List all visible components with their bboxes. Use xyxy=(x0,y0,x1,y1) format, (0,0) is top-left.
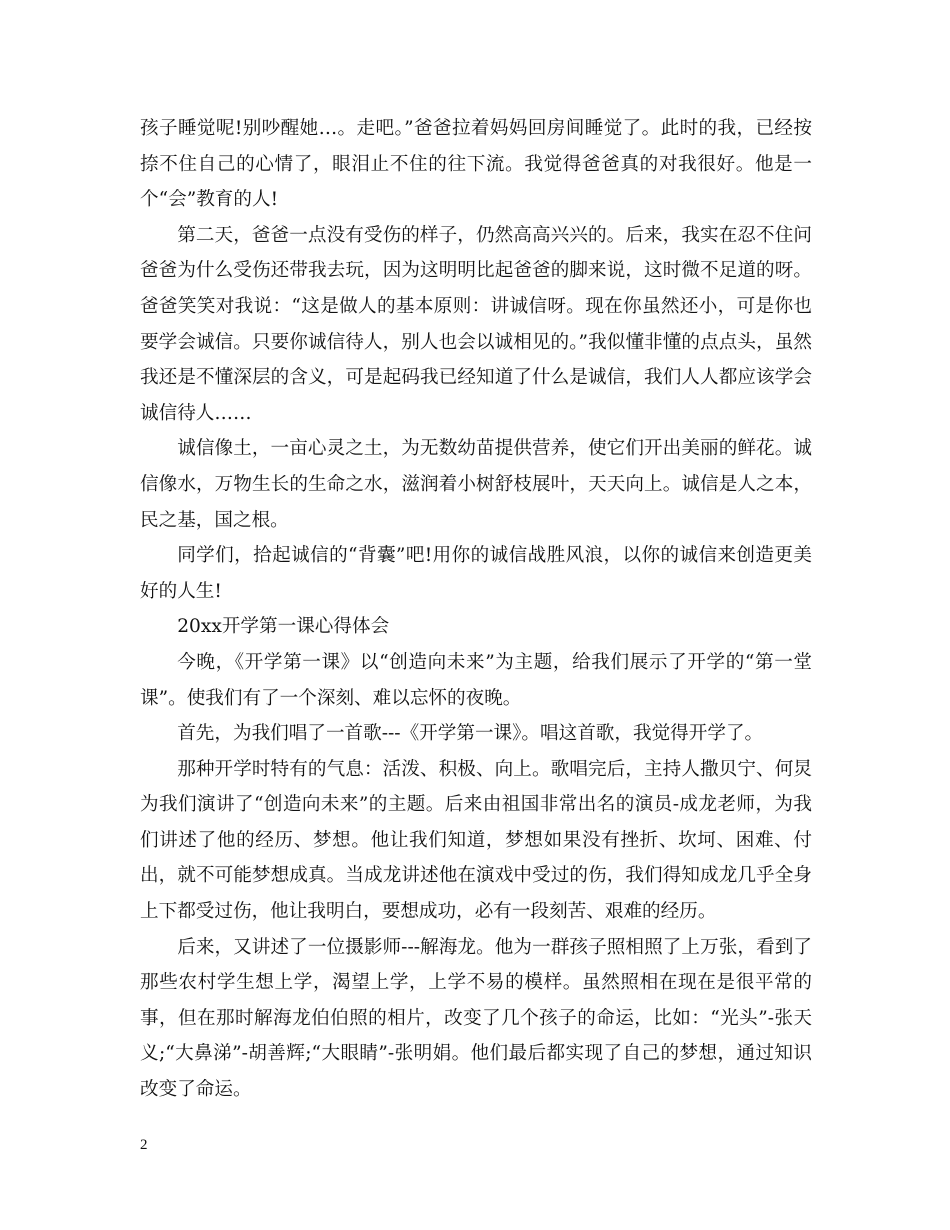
page-number: 2 xyxy=(140,1137,148,1153)
paragraph-5: 今晚，《开学第一课》以“创造向未来”为主题，给我们展示了开学的“第一堂课”。使我们有了一个深刻、难以忘怀的夜晚。 xyxy=(140,651,812,709)
paragraph-2: 第二天，爸爸一点没有受伤的样子，仍然高高兴兴的。后来，我实在忍不住问爸爸为什么受伤还带我去玩，因为这明明比起爸爸的脚来说，这时微不足道的呀。爸爸笑笑对我说：“这是做人的基本原则：讲诚信呀。现在你虽然还小，可是你也要学会诚信。只要你诚信待人，别人也会以诚相见的。”我似懂非懂的点点头，虽然我还是不懂深层的含义，可是起码我已经知道了什么是诚信，我们人人都应该学会诚信待人…… xyxy=(140,224,812,424)
paragraph-4: 同学们，拾起诚信的“背囊”吧!用你的诚信战胜风浪，以你的诚信来创造更美好的人生! xyxy=(140,545,812,602)
paragraph-1: 孩子睡觉呢!别吵醒她…。走吧。”爸爸拉着妈妈回房间睡觉了。此时的我，已经按捺不住自己的心情了，眼泪止不住的往下流。我觉得爸爸真的对我很好。他是一个“会”教育的人! xyxy=(140,118,812,211)
paragraph-3: 诚信像土，一亩心灵之土，为无数幼苗提供营养，使它们开出美丽的鲜花。诚信像水，万物生长的生命之水，滋润着小树舒枝展叶，天天向上。诚信是人之本，民之基，国之根。 xyxy=(140,438,812,531)
section-heading: 20xx开学第一课心得体会 xyxy=(177,616,390,638)
paragraph-7: 那种开学时特有的气息：活泼、积极、向上。歌唱完后，主持人撒贝宁、何炅为我们演讲了“创造向未来”的主题。后来由祖国非常出名的演员-成龙老师，为我们讲述了他的经历、梦想。他让我们知道，梦想如果没有挫折、坎坷、困难、付出，就不可能梦想成真。当成龙讲述他在演戏中受过的伤，我们得知成龙几乎全身上下都受过伤，他让我明白，要想成功，必有一段刻苦、艰难的经历。 xyxy=(140,758,812,923)
document-body xyxy=(140,111,812,1108)
paragraph-6: 首先，为我们唱了一首歌---《开学第一课》。唱这首歌，我觉得开学了。 xyxy=(177,723,764,745)
paragraph-8: 后来，又讲述了一位摄影师---解海龙。他为一群孩子照相照了上万张，看到了那些农村学生想上学，渴望上学，上学不易的模样。虽然照相在现在是很平常的事，但在那时解海龙伯伯照的相片，改变了几个孩子的命运，比如：“光头”-张天义;“大鼻涕”-胡善辉;“大眼睛”-张明娟。他们最后都实现了自己的梦想，通过知识改变了命运。 xyxy=(140,936,812,1101)
